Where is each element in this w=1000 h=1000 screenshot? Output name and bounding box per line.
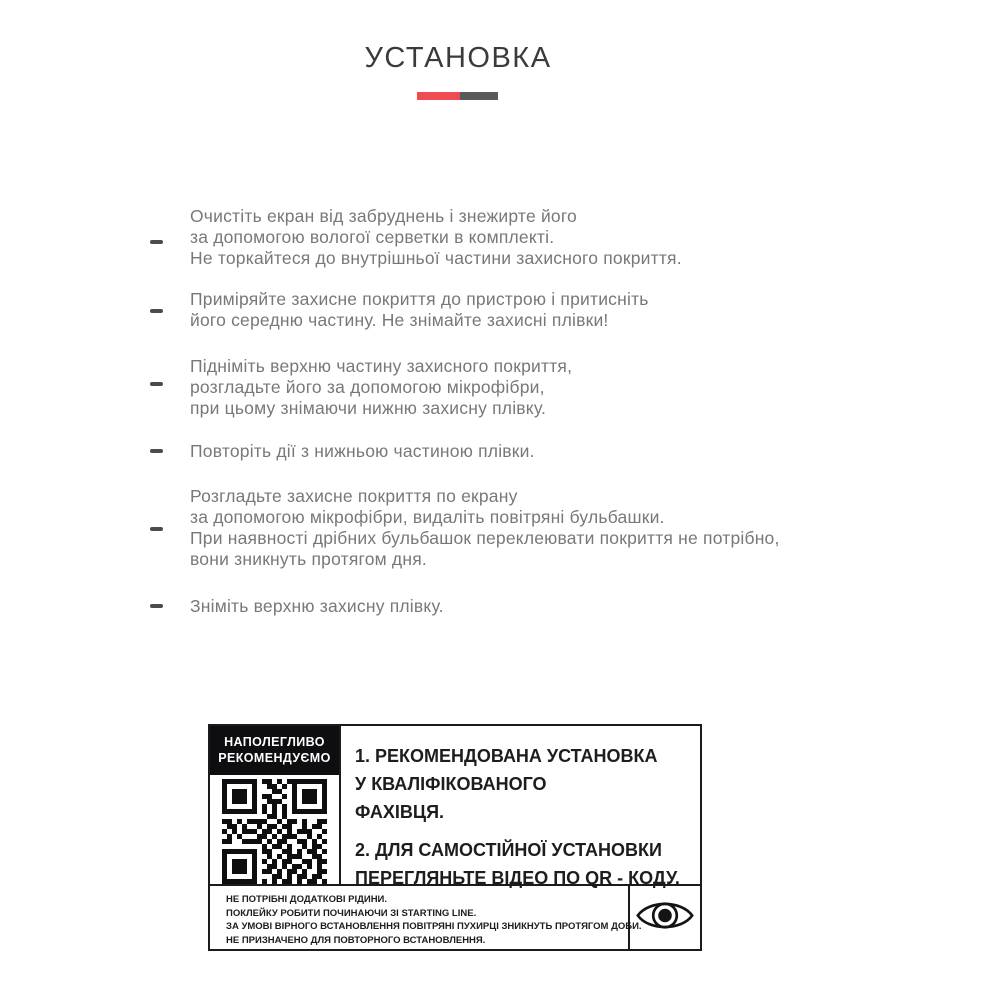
step-5: [190, 486, 780, 570]
bullet-dash: [150, 527, 163, 531]
step-4-line-1: Повторіть дії з нижньою частиною плівки.: [190, 441, 535, 461]
recommendation-item-2-line-2: ПЕРЕГЛЯНЬТЕ ВІДЕО ПО QR - КОДУ.: [355, 868, 680, 888]
step-1-line-1: Очистіть екран від забруднень і знежирте його: [190, 206, 577, 226]
step-1: [190, 206, 682, 269]
recommendation-item-1: [355, 742, 700, 826]
recommendation-header-line-2: РЕКОМЕНДУЄМО: [218, 751, 331, 765]
step-1-line-3: Не торкайтеся до внутрішньої частини захисного покриття.: [190, 248, 682, 268]
qr-code: [222, 779, 327, 884]
recommendation-box: [208, 724, 702, 951]
step-5-line-1: Розгладьте захисне покриття по екрану: [190, 486, 518, 506]
recommendation-header-line-1: НАПОЛЕГЛИВО: [224, 735, 325, 749]
footnote-1: НЕ ПОТРІБНІ ДОДАТКОВІ РІДИНИ.: [226, 894, 388, 905]
recommendation-footnotes-row: [210, 884, 700, 949]
recommendation-item-1-line-3: ФАХІВЦЯ.: [355, 802, 445, 822]
step-3-line-1: Підніміть верхню частину захисного покриття,: [190, 356, 573, 376]
step-5-line-3: При наявності дрібних бульбашок переклеювати покриття не потрібно,: [190, 528, 780, 548]
page-title: УСТАНОВКА: [364, 42, 552, 74]
footnotes: [210, 886, 642, 947]
step-5-line-4: вони зникнуть протягом дня.: [190, 549, 427, 569]
accent-divider: [417, 92, 498, 100]
recommendation-item-1-line-2: У КВАЛІФІКОВАНОГО: [355, 774, 547, 794]
step-6-line-1: Зніміть верхню захисну плівку.: [190, 596, 444, 616]
step-4: [190, 441, 535, 462]
step-3-line-3: при цьому знімаючи нижню захисну плівку.: [190, 398, 547, 418]
step-2-line-1: Приміряйте захисне покриття до пристрою і притисніть: [190, 289, 649, 309]
step-3: [190, 356, 572, 419]
footnote-4: НЕ ПРИЗНАЧЕНО ДЛЯ ПОВТОРНОГО ВСТАНОВЛЕННЯ.: [226, 934, 486, 946]
recommendation-header: [210, 726, 339, 775]
eye-icon-cell: [628, 886, 700, 949]
step-1-line-2: за допомогою вологої серветки в комплекті.: [190, 227, 555, 247]
eye-icon: [636, 897, 694, 939]
recommendation-text: [341, 726, 700, 888]
bullet-dash: [150, 240, 163, 244]
recommendation-item-2-line-1: 2. ДЛЯ САМОСТІЙНОЇ УСТАНОВКИ: [355, 840, 662, 860]
bullet-dash: [150, 309, 163, 313]
bullet-dash: [150, 382, 163, 386]
step-6: [190, 596, 444, 617]
recommendation-item-1-line-1: 1. РЕКОМЕНДОВАНА УСТАНОВКА: [355, 746, 658, 766]
accent-divider-red: [417, 92, 460, 100]
footnote-2: ПОКЛЕЙКУ РОБИТИ ПОЧИНАЮЧИ ЗІ STARTING LINE.: [226, 907, 477, 919]
step-5-line-2: за допомогою мікрофібри, видаліть повітряні бульбашки.: [190, 507, 665, 527]
accent-divider-gray: [460, 92, 498, 100]
step-3-line-2: розгладьте його за допомогою мікрофібри,: [190, 377, 545, 397]
bullet-dash: [150, 449, 163, 453]
bullet-dash: [150, 604, 163, 608]
recommendation-box-left-column: [210, 726, 341, 884]
step-2-line-2: його середню частину. Не знімайте захисні плівки!: [190, 310, 609, 330]
step-2: [190, 289, 649, 331]
footnote-3: ЗА УМОВІ ВІРНОГО ВСТАНОВЛЕННЯ ПОВІТРЯНІ ПУХИРЦІ ЗНИКНУТЬ ПРОТЯГОМ ДОБИ.: [226, 921, 642, 932]
